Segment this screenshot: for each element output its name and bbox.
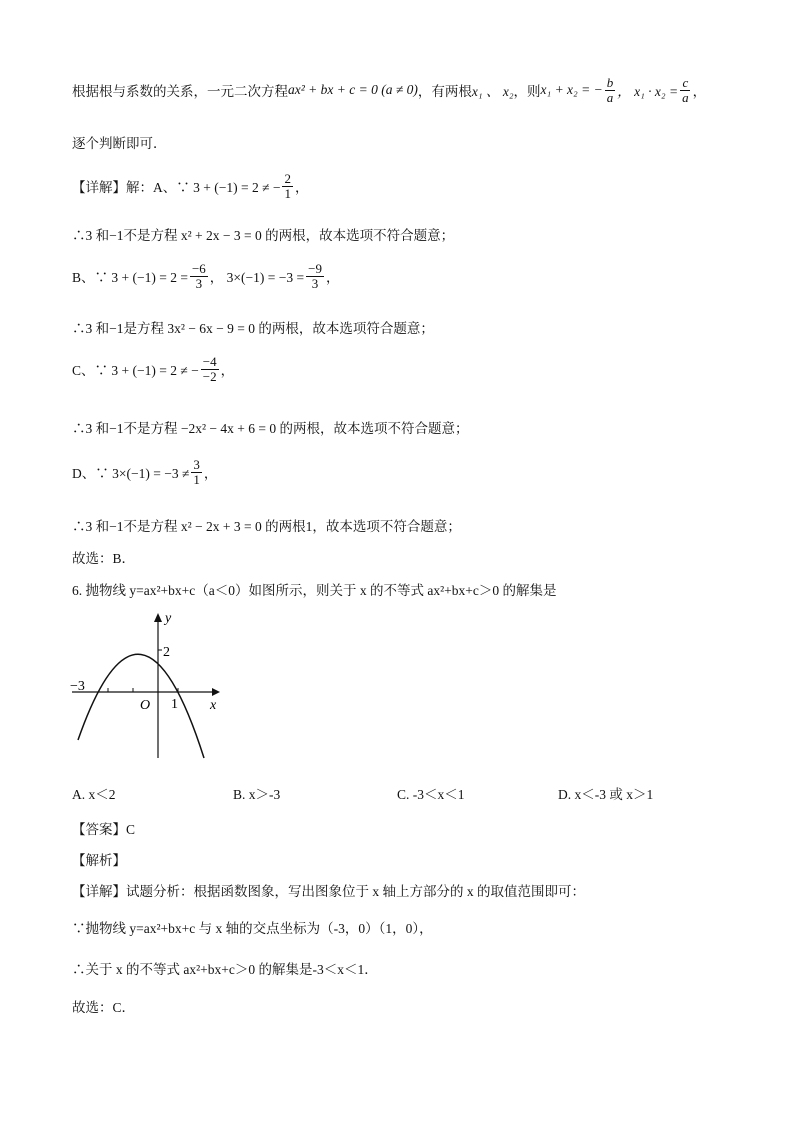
detail-d-denominator: 1 (193, 471, 200, 487)
detail-b-line (72, 262, 339, 290)
analysis-line-1: 【详解】试题分析：根据函数图象，写出图象位于 x 轴上方部分的 x 的取值范围即可： (72, 884, 585, 899)
intro-text-mid: ，有两根 (417, 84, 472, 100)
question-6-text: 6. 抛物线 y=ax²+bx+c（a＜0）如图所示，则关于 x 的不等式 ax²+bx+c＞0 的解集是 (72, 583, 557, 598)
x-axis-arrow-icon (212, 688, 220, 696)
y-axis-arrow-icon (154, 613, 162, 622)
detail-b-fraction-2 (306, 262, 324, 290)
label-2: 2 (163, 645, 170, 660)
answer: 【答案】C (72, 822, 136, 837)
product-denominator: a (682, 89, 689, 105)
intro-equation: ax² + bx + c = 0 (a ≠ 0) (288, 82, 418, 98)
detail-d-fraction (191, 458, 202, 486)
detail-a-text: 【详解】解：A、∵ 3 + (−1) = 2 ≠ − (72, 180, 281, 196)
option-c: C. -3＜x＜1 (397, 787, 465, 802)
analysis-title: 【解析】 (72, 853, 126, 868)
option-a: A. x＜2 (72, 787, 116, 802)
parabola-graph (68, 608, 238, 768)
detail-b-end: ， (325, 270, 340, 286)
detail-c-line (72, 355, 234, 383)
analysis-line-3: ∴关于 x 的不等式 ax²+bx+c＞0 的解集是-3＜x＜1． (72, 962, 378, 977)
detail-b-fraction-1 (190, 262, 208, 290)
x-axis-label: x (210, 698, 217, 713)
detail-choice: 故选：B． (72, 551, 136, 566)
detail-d-conclusion: ∴3 和−1不是方程 x² − 2x + 3 = 0 的两根1，故本选项不符合题意； (72, 519, 461, 534)
detail-b-denominator-1: 3 (195, 275, 203, 291)
detail-a-fraction (282, 172, 293, 200)
origin-label: O (140, 698, 151, 713)
detail-c-fraction (201, 355, 219, 383)
detail-d-line (72, 458, 217, 486)
detail-a-line (72, 172, 308, 200)
sum-numerator: b (606, 75, 614, 90)
detail-c-denominator: −2 (202, 368, 217, 384)
sum-denominator: a (606, 89, 614, 105)
detail-b-numerator-1: −6 (191, 261, 206, 276)
intro-text-prefix: 根据根与系数的关系，一元二次方程 (72, 84, 288, 100)
product-numerator: c (682, 75, 689, 90)
option-b: B. x＞-3 (233, 787, 281, 802)
detail-b-mid: ， 3×(−1) = −3 = (209, 270, 305, 286)
detail-a-denominator: 1 (284, 185, 291, 201)
detail-c-numerator: −4 (202, 354, 217, 369)
intro-text-then: ，则 (513, 84, 541, 100)
detail-d-end: ， (203, 466, 218, 482)
sum-fraction (605, 76, 616, 104)
label-minus-3: −3 (70, 679, 85, 694)
intro-roots: x₁ 、 x₂ (471, 84, 514, 100)
y-axis-label: y (165, 611, 172, 626)
analysis-line-2: ∵抛物线 y=ax²+bx+c 与 x 轴的交点坐标为（-3，0）（1，0）， (72, 921, 433, 936)
detail-b-numerator-2: −9 (308, 261, 322, 276)
product-formula: ， x₁ · x₂ = (617, 84, 679, 100)
detail-b-conclusion: ∴3 和−1是方程 3x² − 6x − 9 = 0 的两根，故本选项符合题意； (72, 321, 434, 336)
detail-c-end: ， (220, 363, 235, 379)
detail-a-end: ， (294, 180, 309, 196)
intro-line-2: 逐个判断即可． (72, 136, 167, 151)
option-d: D. x＜-3 或 x＞1 (558, 787, 654, 802)
label-1: 1 (171, 697, 178, 712)
product-fraction (680, 76, 691, 104)
detail-d-text: D、∵ 3×(−1) = −3 ≠ (72, 466, 190, 482)
sum-formula: x₁ + x₂ = − (540, 82, 603, 98)
detail-d-numerator: 3 (193, 457, 200, 472)
detail-b-denominator-2: 3 (311, 275, 319, 291)
detail-c-text: C、∵ 3 + (−1) = 2 ≠ − (72, 363, 199, 379)
intro-end: ， (692, 84, 707, 100)
intro-line-1 (72, 76, 706, 104)
analysis-choice: 故选：C． (72, 1000, 136, 1015)
detail-c-conclusion: ∴3 和−1不是方程 −2x² − 4x + 6 = 0 的两根，故本选项不符合题意； (72, 421, 469, 436)
detail-b-text: B、∵ 3 + (−1) = 2 = (72, 270, 188, 286)
detail-a-conclusion: ∴3 和−1不是方程 x² + 2x − 3 = 0 的两根，故本选项不符合题意； (72, 228, 455, 243)
detail-a-numerator: 2 (284, 171, 291, 186)
